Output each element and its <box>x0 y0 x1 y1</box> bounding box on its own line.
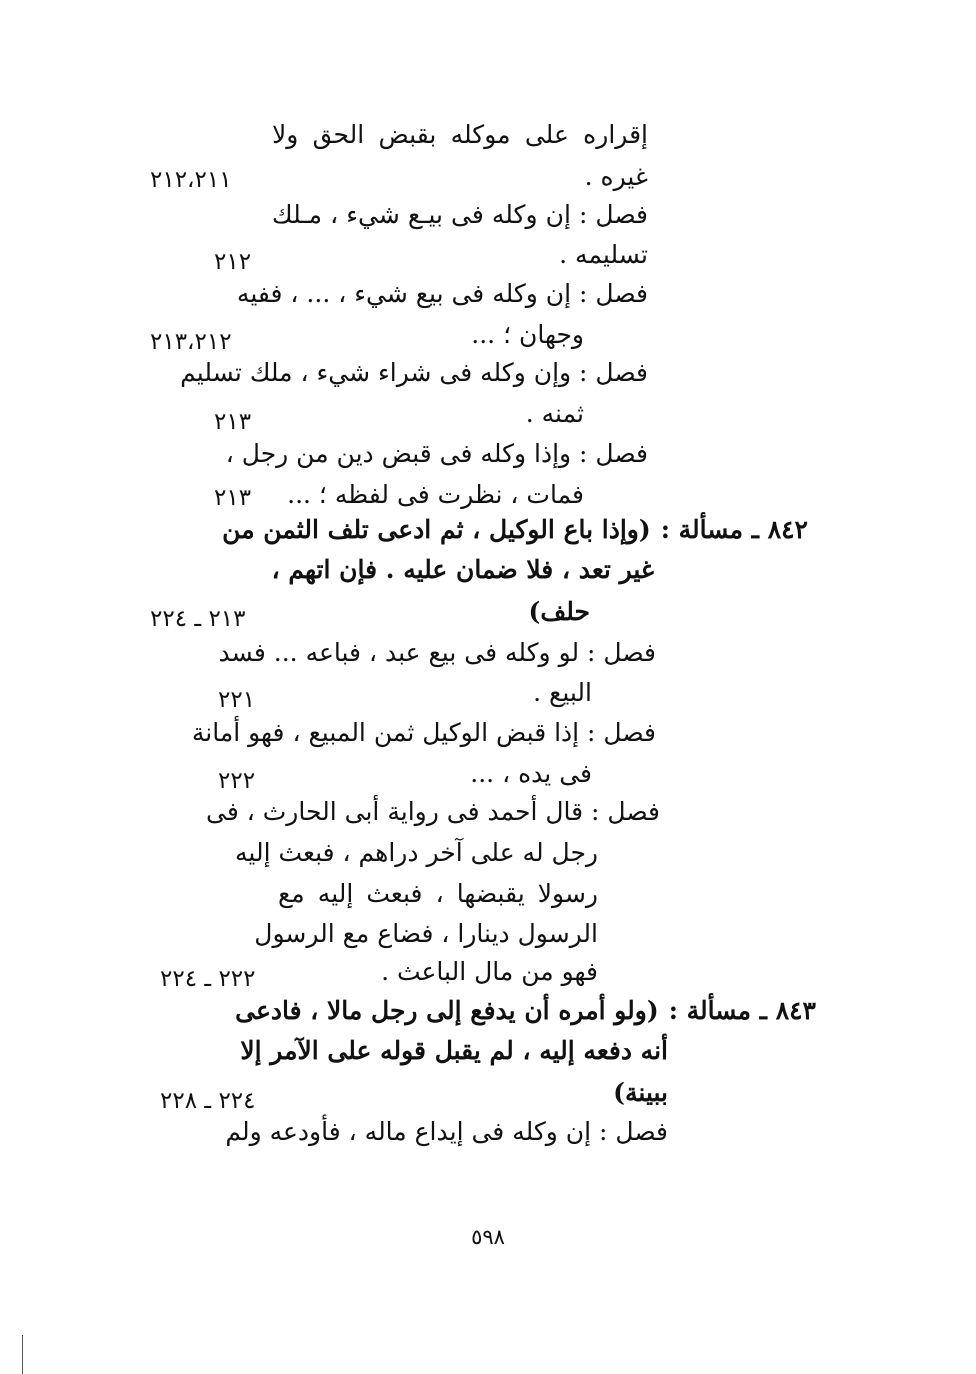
index-line: فصل : إن وكله فى بيع شيء ، ... ، ففيه <box>236 279 648 308</box>
page-ref: ٢١٣،٢١٢ <box>150 329 232 355</box>
masala-text: أنه دفعه إليه ، لم يقبل قوله على الآمر إلا <box>240 1036 668 1065</box>
index-line: إقراره على موكله بقبض الحق ولا <box>272 120 648 149</box>
page-ref: ٢٢٤ ـ ٢٢٨ <box>160 1088 256 1114</box>
index-line: ثمنه . <box>525 399 584 428</box>
masala-text: حلف) <box>528 597 590 626</box>
page-ref: ٢١٣ <box>214 485 252 511</box>
page-ref: ٢٢٢ <box>218 768 256 794</box>
page-number: ٥٩٨ <box>471 1225 505 1249</box>
page-ref: ٢٢٢ ـ ٢٢٤ <box>160 966 256 992</box>
page-ref: ٢١٢،٢١١ <box>150 167 232 193</box>
index-line: تسليمه . <box>559 240 648 269</box>
masala-heading: ٨٤٢ ـ مسألة : <box>660 515 808 544</box>
index-line: فصل : وإذا وكله فى قبض دين من رجل ، <box>225 439 648 468</box>
masala-text: (وإذا باع الوكيل ، ثم ادعى تلف الثمن من <box>222 515 651 544</box>
index-line: فصل : إن وكله فى إيداع ماله ، فأودعه ولم <box>225 1117 668 1146</box>
index-line: فهو من مال الباعث . <box>381 957 598 986</box>
masala-text: (ولو أمره أن يدفع إلى رجل مالا ، فادعى <box>235 996 659 1025</box>
scan-edge-line <box>22 1335 23 1374</box>
index-line: رسولا يقبضها ، فبعث إليه مع <box>278 879 598 908</box>
index-line: رجل له على آخر دراهم ، فبعث إليه <box>235 838 598 867</box>
page-ref: ٢١٢ <box>214 249 252 275</box>
index-line: البيع . <box>533 678 592 707</box>
index-line: فصل : إن وكله فى بيـع شيء ، مـلك <box>272 200 648 229</box>
masala-text: ببينة) <box>613 1078 668 1107</box>
masala-text: غير تعد ، فلا ضمان عليه . فإن اتهم ، <box>271 555 654 584</box>
index-line: فصل : وإن وكله فى شراء شيء ، ملك تسليم <box>180 358 648 387</box>
index-line: فى يده ، ... <box>470 759 592 788</box>
index-line: وجهان ؛ ... <box>471 320 584 349</box>
masala-843 <box>235 994 816 1028</box>
masala-heading: ٨٤٣ ـ مسألة : <box>668 996 816 1025</box>
page-ref: ٢١٣ <box>214 409 252 435</box>
index-line: الرسول دينارا ، فضاع مع الرسول <box>254 919 598 948</box>
index-line: فمات ، نظرت فى لفظه ؛ ... <box>287 480 584 509</box>
index-line: فصل : إذا قبض الوكيل ثمن المبيع ، فهو أمانة <box>191 718 656 747</box>
masala-842 <box>222 513 808 547</box>
index-line: فصل : قال أحمد فى رواية أبى الحارث ، فى <box>206 797 660 826</box>
index-line: غيره . <box>584 162 648 191</box>
index-line: فصل : لو وكله فى بيع عبد ، فباعه ... فسد <box>218 638 656 667</box>
page-ref: ٢١٣ ـ ٢٢٤ <box>150 606 246 632</box>
page-ref: ٢٢١ <box>218 687 256 713</box>
